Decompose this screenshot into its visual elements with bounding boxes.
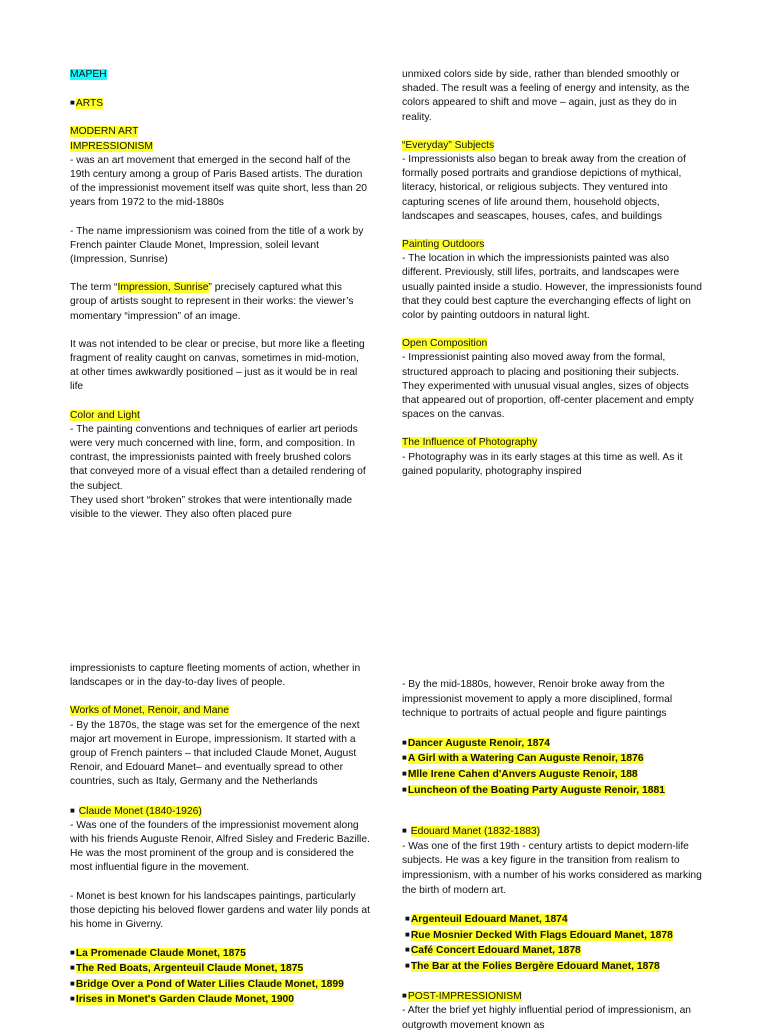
page2-left-column: [70, 662, 370, 1007]
color-light-heading: Color and Light: [70, 409, 140, 421]
renoir-paragraph: - By the mid-1880s, however, Renoir broke away from the impressionist movement to apply a more disciplined, formal technique to portraits of actual people and figure paintings: [402, 679, 673, 720]
manet-paragraph: - Was one of the first 19th - century artists to depict modern-life subjects. He was a key figure in the transition from realism to impressionism, with a number of his works considered as marking the birth of modern art.: [402, 840, 702, 896]
outdoors-paragraph: - The location in which the impressionists painted was also different. Previously, still lifes, portraits, and landscapes were usually painted inside a studio. However, the impressionists found that they could best capture the everchanging effects of light on color by painting outdoors in natural light.: [402, 253, 702, 322]
term-paragraph: The term “Impression, Sunrise” precisely captured what this group of artists sought to represent in their works: the viewer’s momentary “impression” of an image.: [70, 282, 354, 322]
mapeh-heading: MAPEH: [70, 69, 107, 80]
monet-known-paragraph: - Monet is best known for his landscapes paintings, particularly those depicting his beloved flower gardens and water lily ponds at his home in Giverny.: [70, 890, 370, 931]
works-paragraph: - By the 1870s, the stage was set for the emergence of the next major art movement in Europe, impressionism. It started with a group of French painters – that included Claude Monet, August Renoir, and Edouard Manet– and eventually spread to other countries, such as Italy, Germany and the Netherlands: [70, 719, 360, 788]
composition-heading: Open Composition: [402, 338, 488, 350]
modern-art-heading: MODERN ART: [70, 126, 139, 138]
photography-heading: The Influence of Photography: [402, 437, 538, 449]
continued-paragraph: unmixed colors side by side, rather than blended smoothly or shaded. The result was a feeling of energy and intensity, as the colors appeared to shift and move – again, just as they do in reality.: [402, 69, 690, 123]
photography-paragraph: - Photography was in its early stages at this time as well. As it gained popularity, photography inspired: [402, 451, 683, 477]
arts-heading: ARTS: [75, 98, 104, 110]
impression-sunrise-highlight: Impression, Sunrise: [117, 282, 209, 294]
list-item: ■ Rue Mosnier Decked With Flags Edouard Manet, 1878: [405, 928, 702, 944]
works-heading: Works of Monet, Renoir, and Mane: [70, 705, 229, 717]
name-origin-paragraph: - The name impressionism was coined from the title of a work by French painter Claude Monet, Impression, soleil levant (Impression, Sunrise): [70, 225, 364, 266]
composition-paragraph: - Impressionist painting also moved away from the formal, structured approach to placing and positioning their subjects. They experimented with unusual visual angles, sizes of objects that appeared out of proportion, off-center placement and empty spaces on the canvas.: [402, 352, 694, 421]
page1-right-column: [402, 68, 702, 479]
everyday-heading: “Everyday” Subjects: [402, 139, 495, 151]
monet-paragraph: - Was one of the founders of the impressionist movement along with his friends Auguste Renoir, Alfred Sisley and Frederic Bazille. He was the most prominent of the group and is considered the most influential figure in the movement.: [70, 819, 370, 874]
renoir-works-list: [402, 736, 702, 798]
list-item: ■ Café Concert Edouard Manet, 1878: [405, 943, 702, 959]
outdoors-heading: Painting Outdoors: [402, 239, 485, 251]
post-impressionism-paragraph: - After the brief yet highly influential period of impressionism, an outgrowth movement known as: [402, 1005, 692, 1031]
page1-left-column: [70, 68, 370, 522]
post-impressionism-heading: POST-IMPRESSIONISM: [407, 990, 522, 1002]
page2-right-column: [402, 678, 702, 1033]
list-item: ■ Luncheon of the Boating Party Auguste Renoir, 1881: [402, 783, 702, 799]
list-item: ■ Mlle Irene Cahen d'Anvers Auguste Renoir, 188: [402, 767, 702, 783]
manet-works-list: [402, 912, 702, 974]
list-item: ■ Bridge Over a Pond of Water Lilies Claude Monet, 1899: [70, 977, 370, 992]
manet-heading: Edouard Manet (1832-1883): [410, 826, 541, 838]
monet-heading: Claude Monet (1840-1926): [78, 805, 202, 817]
list-item: ■ The Bar at the Folies Bergère Edouard Manet, 1878: [405, 959, 702, 975]
not-clear-paragraph: It was not intended to be clear or precise, but more like a fleeting fragment of reality caught on canvas, sometimes in mid-motion, at other times awkwardly positioned – just as it would be in real life: [70, 338, 365, 393]
list-item: ■ Argenteuil Edouard Manet, 1874: [405, 912, 702, 928]
list-item: ■ Dancer Auguste Renoir, 1874: [402, 736, 702, 752]
continued-paragraph: impressionists to capture fleeting moments of action, whether in landscapes or in the day-to-day lives of people.: [70, 663, 361, 689]
everyday-paragraph: - Impressionists also began to break away from the creation of formally posed portraits and grandiose depictions of mythical, literacy, historical, or religious subjects. They ventured into capturing scenes of life around them, household objects, landscapes and seascapes, houses, cafes, and buildings: [402, 154, 686, 222]
impressionism-heading: IMPRESSIONISM: [70, 140, 153, 152]
list-item: ■ Irises in Monet's Garden Claude Monet, 1900: [70, 992, 370, 1007]
monet-works-list: [70, 946, 370, 1007]
color-light-paragraph: - The painting conventions and techniques of earlier art periods were very much concerned with line, form, and composition. In contrast, the impressionists painted with freely brushed colors that conveyed more of a visual effect than a detailed rendering of the subject.: [70, 423, 366, 492]
broken-strokes-paragraph: They used short “broken” strokes that were intentionally made visible to the viewer. They also often placed pure: [70, 494, 353, 521]
list-item: ■ La Promenade Claude Monet, 1875: [70, 946, 370, 961]
intro-paragraph: - was an art movement that emerged in the second half of the 19th century among a group of Paris Based artists. The duration of the impressionist movement itself was quite short, less than 20 years from 1972 to the mid-1880s: [70, 154, 368, 209]
list-item: ■ A Girl with a Watering Can Auguste Renoir, 1876: [402, 751, 702, 767]
list-item: ■ The Red Boats, Argenteuil Claude Monet, 1875: [70, 961, 370, 976]
